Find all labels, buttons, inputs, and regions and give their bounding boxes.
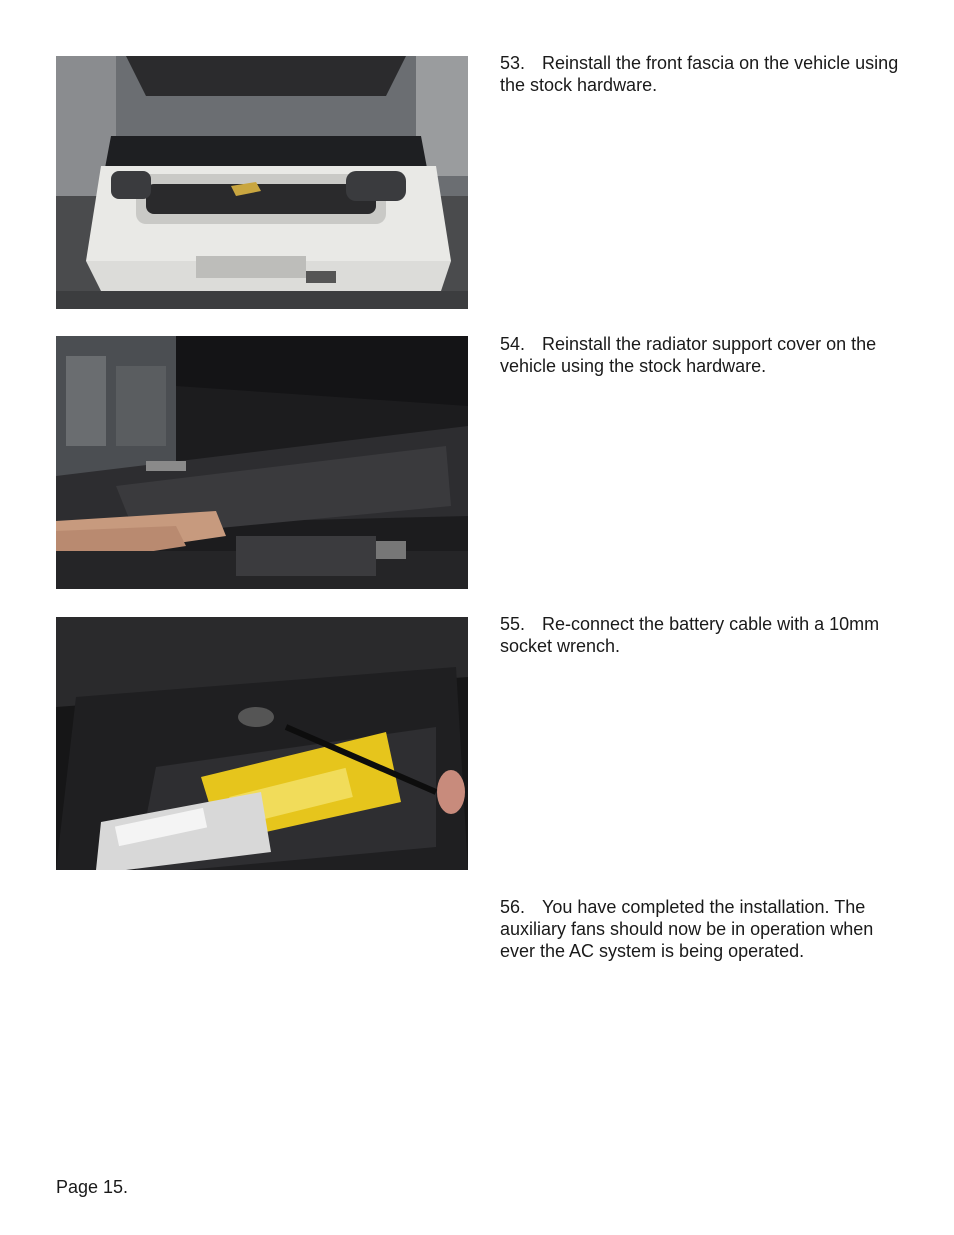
page-number: Page 15. [56,1177,129,1197]
photo-battery-cable [56,617,468,870]
step-number: 54. [500,334,526,354]
step-text: Reinstall the front fascia on the vehicle using the stock hardware. [500,53,899,95]
step-54 [500,333,900,377]
step-number: 56. [500,897,526,917]
step-number: 55. [500,614,526,634]
step-56 [500,896,900,962]
photo-front-fascia [56,56,468,309]
photo-radiator-support-cover [56,336,468,589]
step-text: Re-connect the battery cable with a 10mm socket wrench. [500,614,880,656]
step-number: 53. [500,53,526,73]
step-53 [500,52,900,96]
step-55 [500,613,900,657]
step-text: Reinstall the radiator support cover on the vehicle using the stock hardware. [500,334,877,376]
step-text: You have completed the installation. The auxiliary fans should now be in operation when ever the AC system is being operated. [500,897,874,961]
